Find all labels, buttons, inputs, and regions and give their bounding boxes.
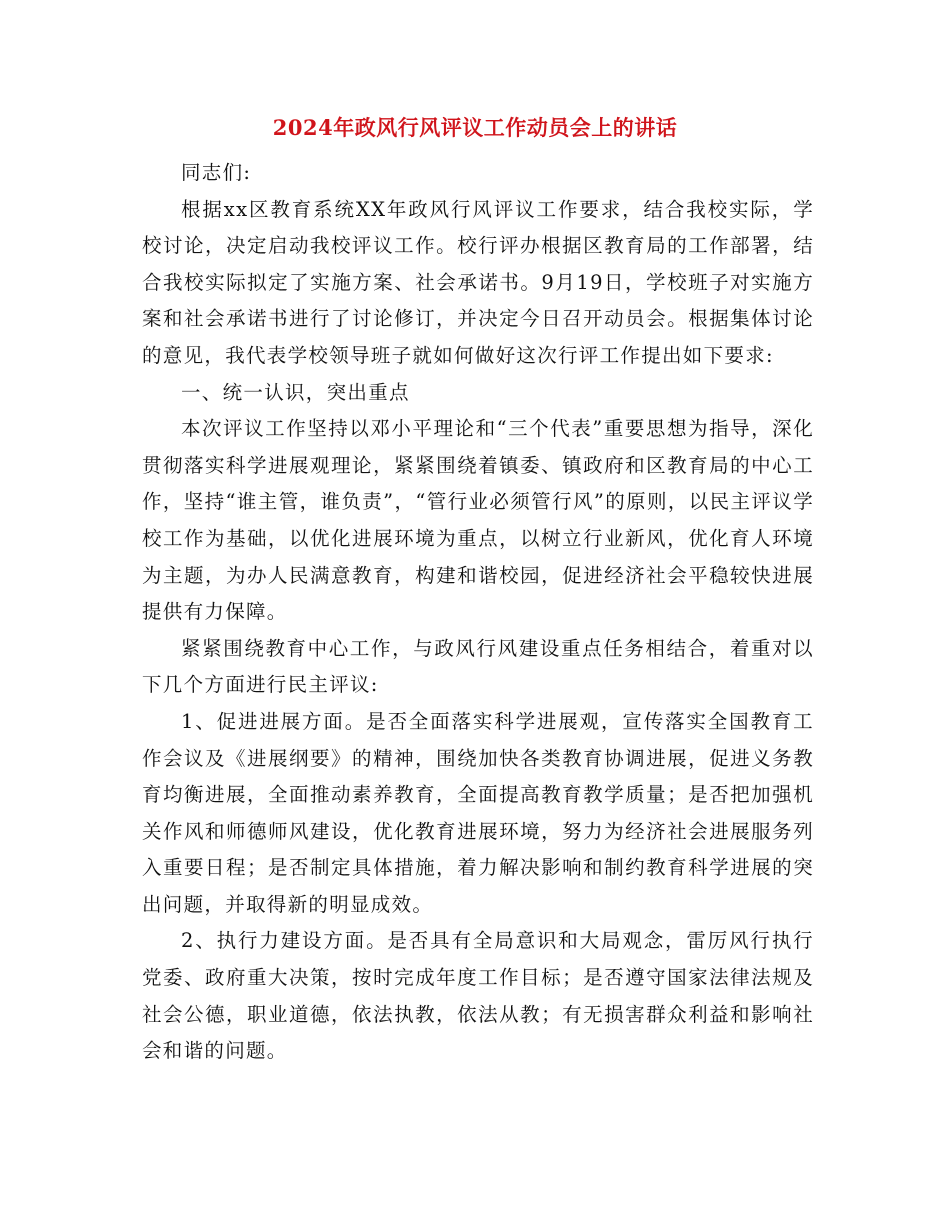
paragraph-guidance: 本次评议工作坚持以邓小平理论和“三个代表”重要思想为指导，深化贯彻落实科学进展观理论，紧紧围绕着镇委、镇政府和区教育局的中心工作，坚持“谁主管，谁负责”，“管行业必须管行风”的原则，以民主评议学校工作为基础，以优化进展环境为重点，以树立行业新风，优化育人环境为主题，为办人民满意教育，构建和谐校园，促进经济社会平稳较快进展提供有力保障。 bbox=[142, 417, 814, 624]
paragraph-focus: 紧紧围绕教育中心工作，与政风行风建设重点任务相结合，着重对以下几个方面进行民主评议: bbox=[142, 636, 814, 697]
paragraph-item-2: 2、执行力建设方面。是否具有全局意识和大局观念，雷厉风行执行党委、政府重大决策，按时完成年度工作目标；是否遵守国家法律法规及社会公德，职业道德，依法执教，依法从教；有无损害群众利益和影响社会和谐的问题。 bbox=[142, 929, 814, 1063]
paragraph-item-1: 1、促进进展方面。是否全面落实科学进展观，宣传落实全国教育工作会议及《进展纲要》的精神，围绕加快各类教育协调进展，促进义务教育均衡进展，全面推动素养教育，全面提高教育教学质量；是否把加强机关作风和师德师风建设，优化教育进展环境，努力为经济社会进展服务列入重要日程；是否制定具体措施，着力解决影响和制约教育科学进展的突出问题，并取得新的明显成效。 bbox=[142, 709, 814, 916]
paragraph-intro: 根据xx区教育系统XX年政风行风评议工作要求，结合我校实际，学校讨论，决定启动我校评议工作。校行评办根据区教育局的工作部署，结合我校实际拟定了实施方案、社会承诺书。9月19日，学校班子对实施方案和社会承诺书进行了讨论修订，并决定今日召开动员会。根据集体讨论的意见，我代表学校领导班子就如何做好这次行评工作提出如下要求: bbox=[142, 197, 814, 367]
document-body bbox=[142, 155, 814, 1070]
document-title: 2024年政风行风评议工作动员会上的讲话 bbox=[272, 115, 678, 140]
salutation: 同志们: bbox=[181, 161, 252, 184]
section-heading-1: 一、统一认识，突出重点 bbox=[181, 380, 410, 404]
